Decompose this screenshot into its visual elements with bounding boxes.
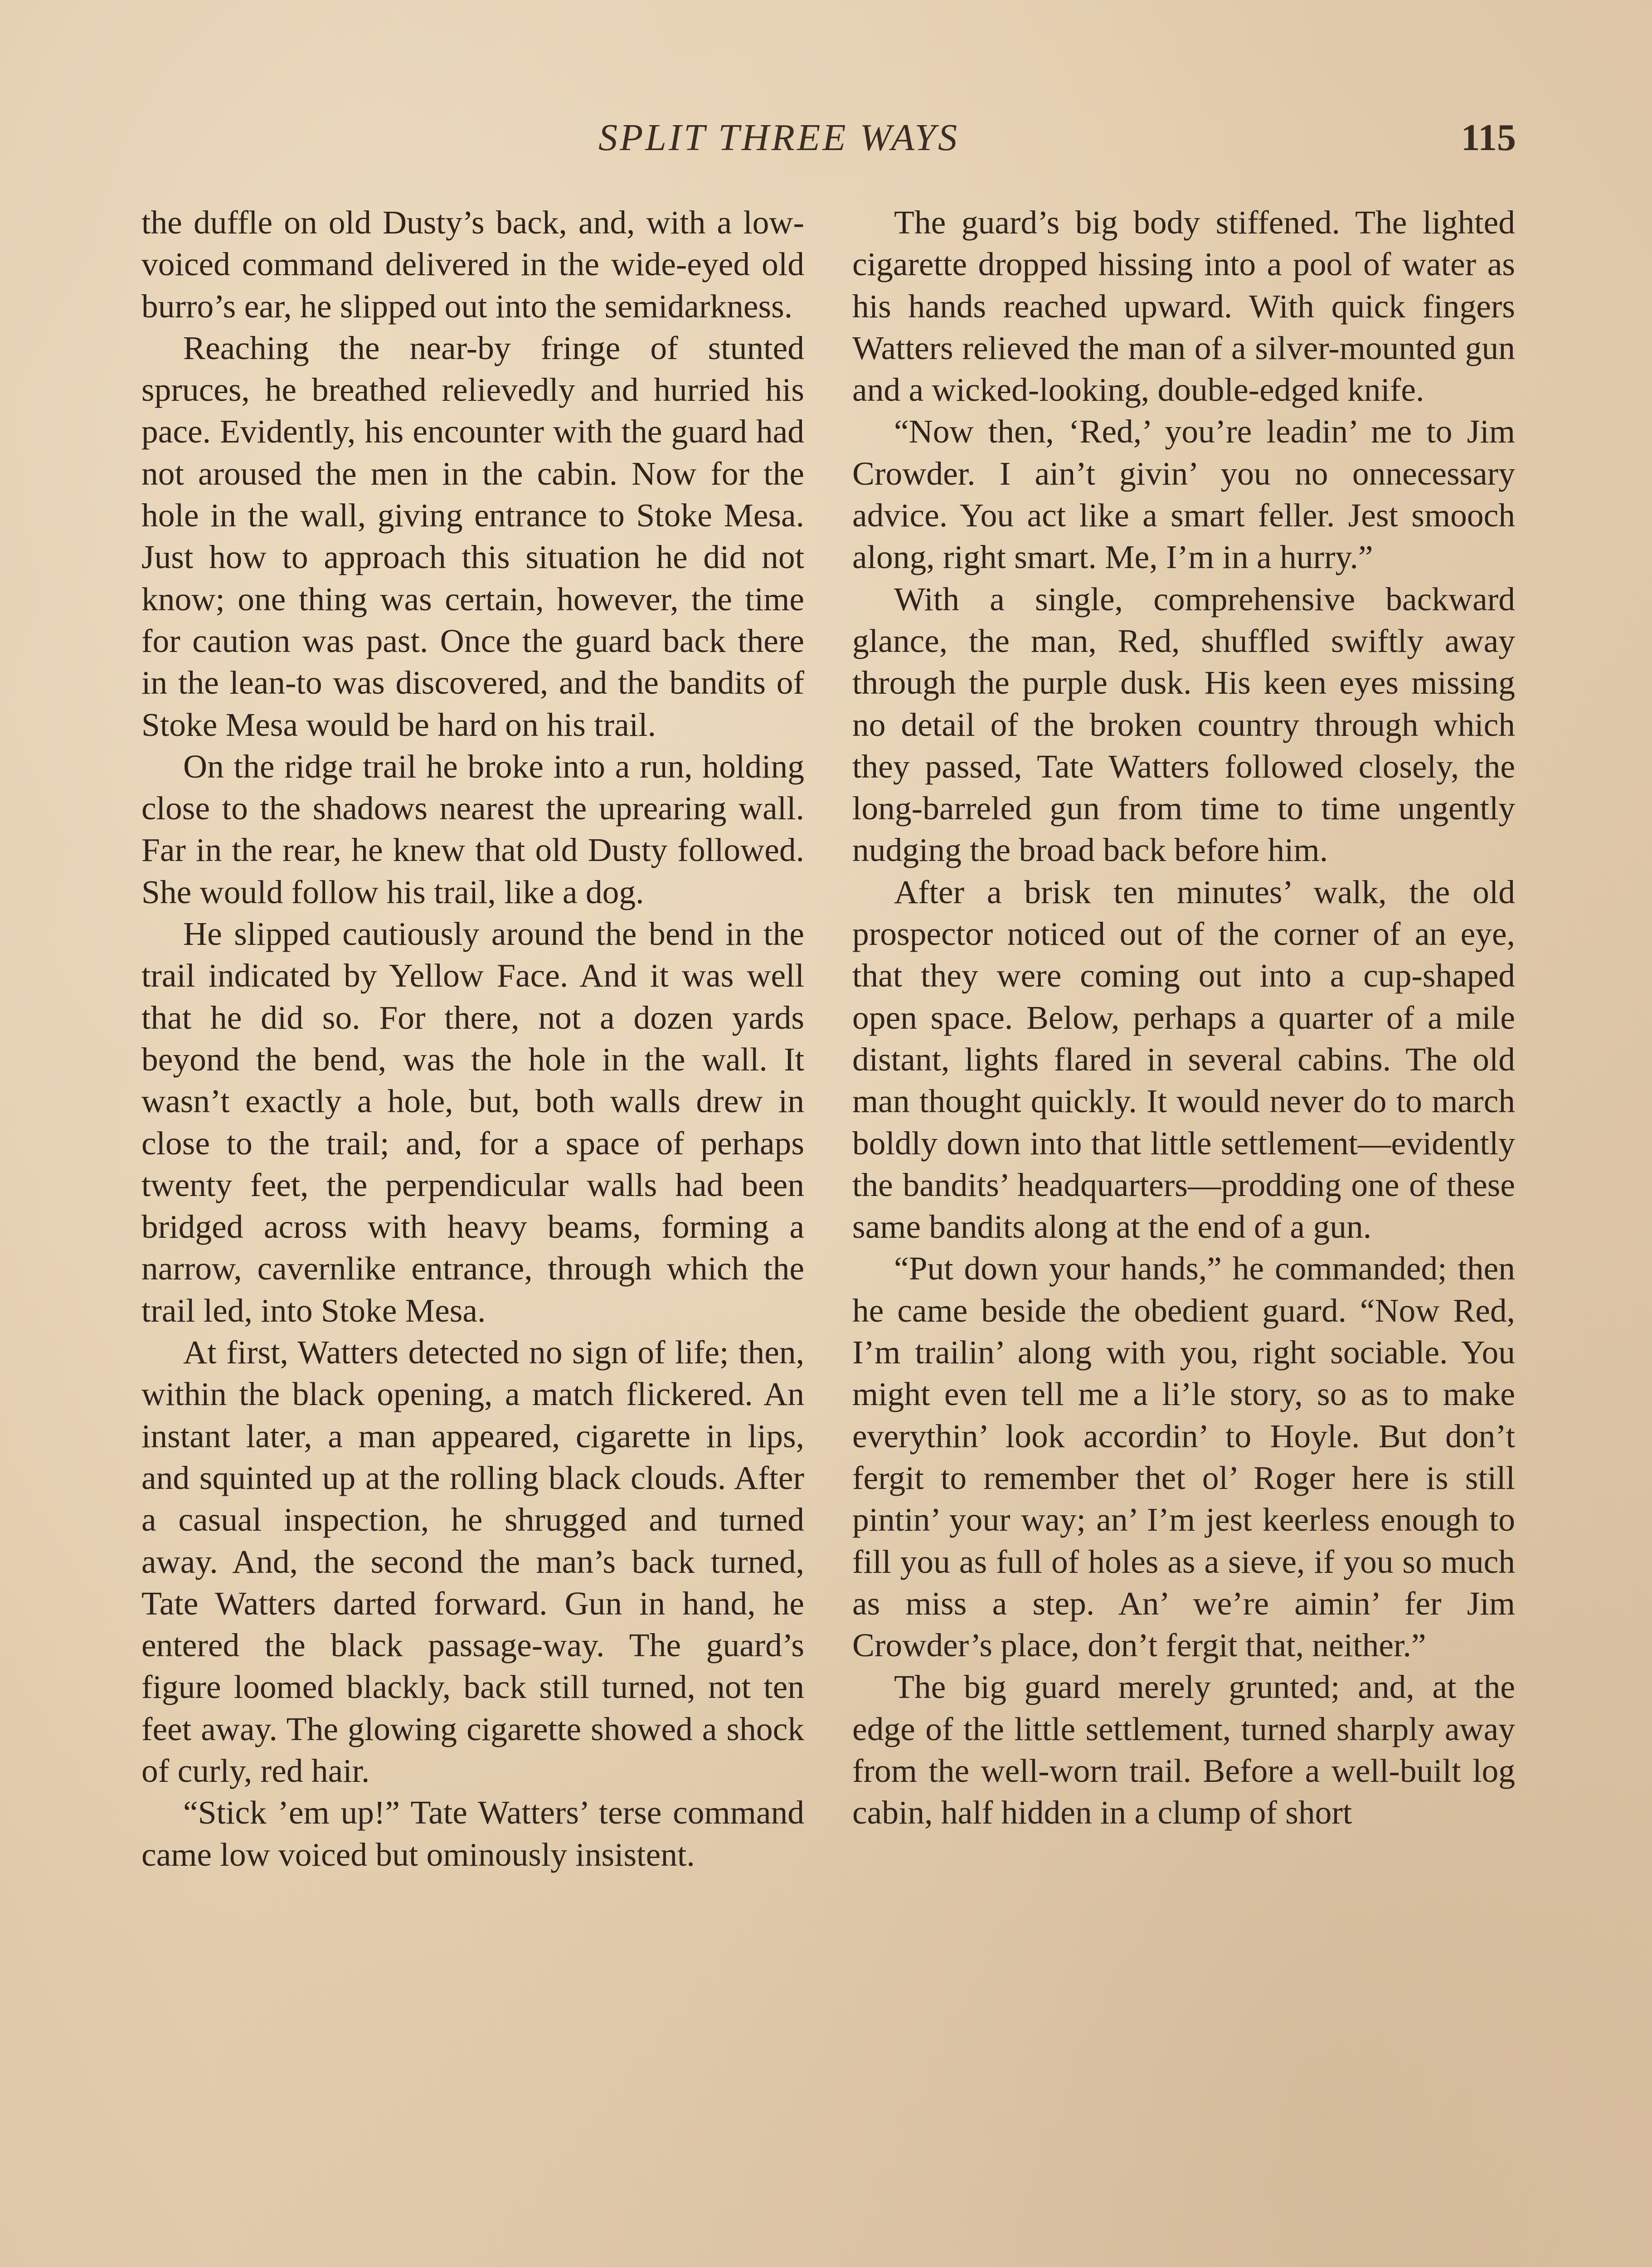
paragraph: “Put down your hands,” he commanded; then he came beside the obedient guard. “Now Red, I’m trailin’ along with you, right sociable. You might even tell me a li’le story, so as to make everythin’ look accordin’ to Hoyle. But don’t fergit to remember thet ol’ Roger here is still pintin’ your way; an’ I’m jest keerless enough to fill you as full of holes as a sieve, if you so much as miss a step. An’ we’re aimin’ fer Jim Crowder’s place, don’t fergit that, neither.” — [852, 1250, 1515, 1664]
paragraph: After a brisk ten minutes’ walk, the old prospector noticed out of the corner of an eye, that they were coming out into a cup-shaped open space. Below, perhaps a quarter of a mile distant, lights flared in several cabins. The old man thought quickly. It would never do to march boldly down into that little settlement—evidently the bandits’ headquarters—prodding one of these same bandits along at the end of a gun. — [852, 873, 1515, 1245]
paragraph: On the ridge trail he broke into a run, holding close to the shadows nearest the uprearing wall. Far in the rear, he knew that old Dusty followed. She would follow his trail, like a dog. — [141, 748, 804, 910]
paragraph: “Now then, ‘Red,’ you’re leadin’ me to Jim Crowder. I ain’t givin’ you no onnecessary advice. You act like a smart feller. Jest smooch along, right smart. Me, I’m in a hurry.” — [852, 413, 1515, 576]
paragraph: With a single, comprehensive backward glance, the man, Red, shuffled swiftly away through the purple dusk. His keen eyes missing no detail of the broken country through which they passed, Tate Watters followed closely, the long-barreled gun from time to time ungently nudging the broad back before him. — [852, 580, 1515, 869]
running-title: SPLIT THREE WAYS — [598, 117, 960, 159]
right-text-column — [852, 202, 1515, 1834]
paragraph: “Stick ’em up!” Tate Watters’ terse command came low voiced but ominously insistent. — [141, 1794, 804, 1873]
left-text-column — [141, 202, 804, 1876]
paragraph: the duffle on old Dusty’s back, and, with a low-voiced command delivered in the wide-eyed old burro’s ear, he slipped out into the semidarkness. — [141, 204, 804, 325]
paragraph: At first, Watters detected no sign of life; then, within the black opening, a match flickered. An instant later, a man appeared, cigarette in lips, and squinted up at the rolling black clouds. After a casual inspection, he shrugged and turned away. And, the second the man’s back turned, Tate Watters darted forward. Gun in hand, he entered the black passage-way. The guard’s figure loomed blackly, back still turned, not ten feet away. The glowing cigarette showed a shock of curly, red hair. — [141, 1334, 804, 1789]
page-number: 115 — [1461, 117, 1516, 159]
paragraph: The guard’s big body stiffened. The lighted cigarette dropped hissing into a pool of water as his hands reached upward. With quick fingers Watters relieved the man of a silver-mounted gun and a wicked-looking, double-edged knife. — [852, 204, 1515, 409]
paragraph: The big guard merely grunted; and, at the edge of the little settlement, turned sharply away from the well-worn trail. Before a well-built log cabin, half hidden in a clump of short — [852, 1669, 1515, 1831]
paragraph: He slipped cautiously around the bend in the trail indicated by Yellow Face. And it was well that he did so. For there, not a dozen yards beyond the bend, was the hole in the wall. It wasn’t exactly a hole, but, both walls drew in close to the trail; and, for a space of perhaps twenty feet, the perpendicular walls had been bridged across with heavy beams, forming a narrow, cavernlike entrance, through which the trail led, into Stoke Mesa. — [141, 915, 804, 1329]
paragraph: Reaching the near-by fringe of stunted spruces, he breathed relievedly and hurried his pace. Evidently, his encounter with the guard had not aroused the men in the cabin. Now for the hole in the wall, giving entrance to Stoke Mesa. Just how to approach this situation he did not know; one thing was certain, however, the time for caution was past. Once the guard back there in the lean-to was discovered, and the bandits of Stoke Mesa would be hard on his trail. — [141, 329, 804, 743]
